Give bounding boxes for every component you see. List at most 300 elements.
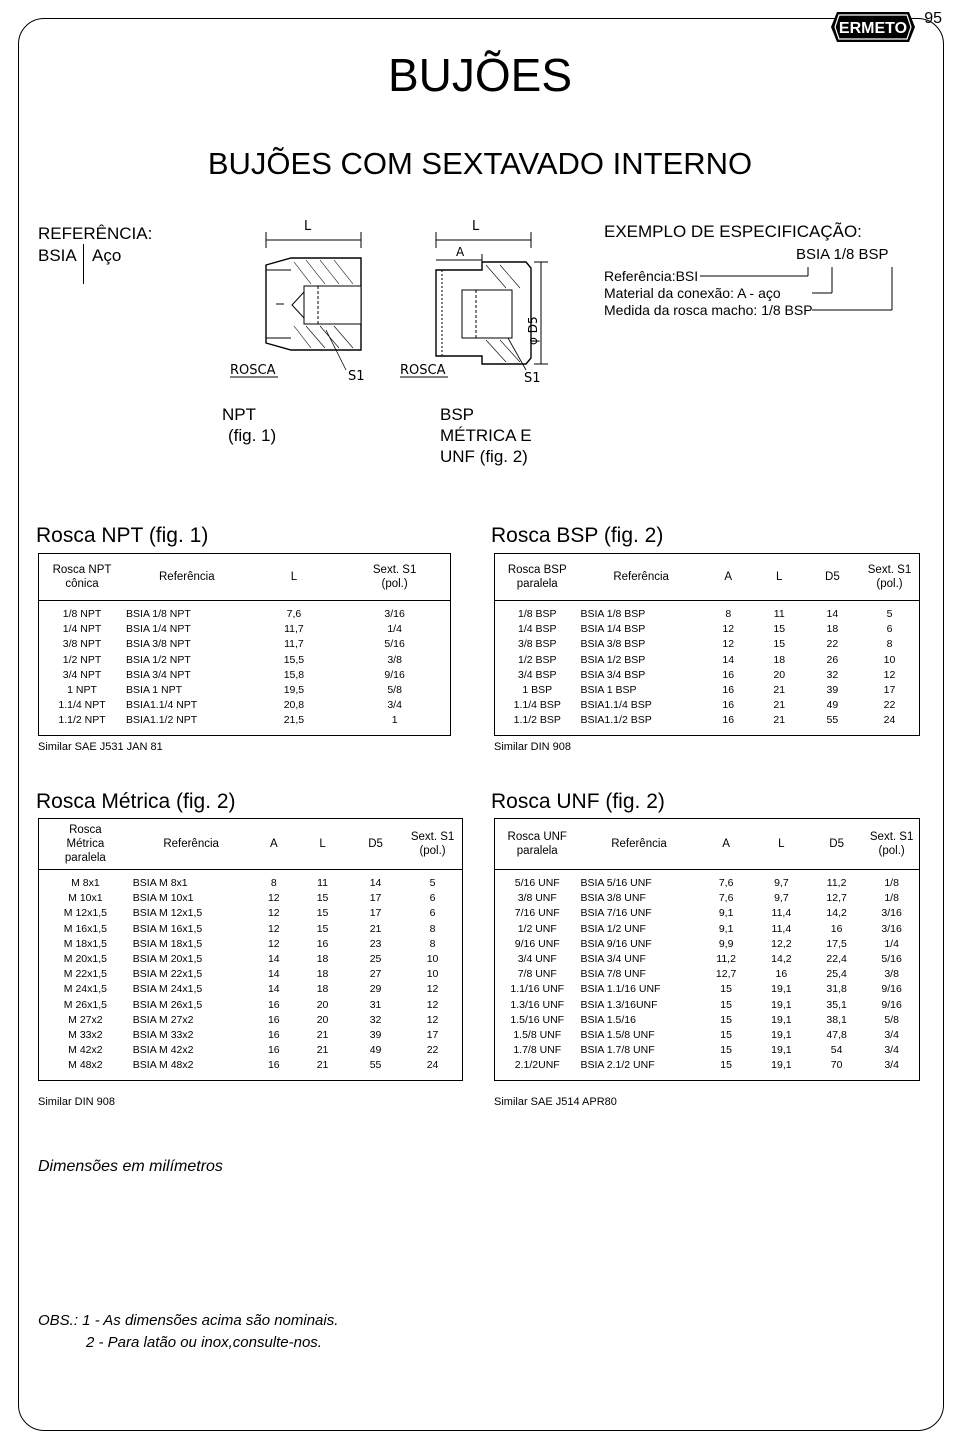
- fig2-diameter-label: φ D5: [526, 316, 540, 345]
- header-rosca: Rosca BSP paralela: [507, 564, 567, 590]
- table-cell: 20,8: [283, 699, 305, 712]
- table-cell: BSIA 3/4 BSP: [580, 668, 646, 681]
- table-row: [495, 998, 920, 1013]
- table-cell: 1/8: [884, 877, 899, 889]
- table-cell: 32: [826, 668, 839, 681]
- table-cell: BSIA M 33x2: [132, 1029, 194, 1042]
- table-cell: 14: [369, 877, 382, 889]
- table-cell: 14: [267, 953, 280, 966]
- fig2-dim-L: L: [472, 219, 480, 234]
- table-cell: 3/8 UNF: [517, 892, 557, 905]
- table-cell: BSIA M 10x1: [132, 892, 194, 905]
- table-cell: 1 NPT: [67, 684, 97, 697]
- table-cell: 15: [720, 998, 732, 1011]
- table-cell: 19,5: [283, 684, 305, 697]
- table-cell: 3/8: [387, 653, 402, 666]
- table-cell: 5/16: [881, 953, 902, 966]
- table-cell: 22,4: [826, 953, 847, 966]
- table-cell: 15: [773, 623, 786, 636]
- table-cell: BSIA M 18x1,5: [132, 937, 203, 950]
- table-row: [39, 952, 463, 967]
- table-cell: 17: [369, 907, 382, 920]
- bsp-table: [494, 553, 920, 736]
- table-cell: 15: [720, 1013, 732, 1026]
- table-row: [495, 982, 920, 997]
- table-cell: 21: [316, 1029, 329, 1042]
- table-cell: 18: [316, 953, 329, 966]
- table-row: [495, 1043, 920, 1058]
- table-cell: BSIA M 42x2: [132, 1044, 194, 1057]
- table-cell: 12: [267, 937, 280, 950]
- table-cell: BSIA 7/8 UNF: [580, 968, 646, 981]
- table-cell: 1: [391, 714, 398, 727]
- table-cell: 15: [720, 1029, 732, 1042]
- table-cell: 16: [830, 922, 843, 935]
- table-cell: 16: [722, 699, 735, 712]
- table-cell: 22: [426, 1044, 439, 1057]
- table-cell: 19,1: [771, 1059, 792, 1072]
- table-row: [495, 637, 920, 652]
- table-row: [495, 952, 920, 967]
- table-cell: M 42x2: [68, 1044, 103, 1057]
- table-cell: 9,1: [718, 922, 734, 935]
- table-cell: 39: [826, 684, 839, 697]
- table-row: [495, 698, 920, 713]
- table-cell: 12: [267, 922, 280, 935]
- table-cell: BSIA 1.5/8 UNF: [580, 1029, 655, 1042]
- table-cell: BSIA M 48x2: [132, 1059, 194, 1072]
- table-cell: M 33x2: [68, 1029, 103, 1042]
- table-cell: 14: [826, 608, 839, 620]
- table-cell: 12: [722, 623, 735, 636]
- table-cell: 10: [426, 953, 439, 966]
- table-row: [495, 622, 920, 637]
- table-cell: 32: [369, 1013, 382, 1026]
- table-cell: 1 BSP: [522, 684, 553, 697]
- table-cell: 21: [369, 922, 382, 935]
- table-cell: 49: [369, 1044, 382, 1057]
- table-cell: M 48x2: [68, 1059, 103, 1072]
- header-referencia: Referência: [125, 554, 249, 601]
- table-cell: 12: [883, 668, 896, 681]
- table-cell: 3/4: [884, 1029, 899, 1042]
- table-cell: 1/8 NPT: [62, 608, 102, 620]
- table-row: [495, 967, 920, 982]
- npt-table-title: Rosca NPT (fig. 1): [36, 524, 209, 547]
- header-a: A: [250, 819, 297, 870]
- reference-code: BSIA: [38, 246, 77, 265]
- table-cell: 15: [316, 922, 329, 935]
- table-cell: 55: [826, 714, 839, 727]
- table-cell: BSIA 1.5/16: [580, 1013, 636, 1026]
- header-l: L: [754, 554, 805, 601]
- table-cell: BSIA 1/8 BSP: [580, 608, 646, 620]
- table-cell: 1.7/8 UNF: [513, 1044, 562, 1057]
- table-cell: 18: [316, 968, 329, 981]
- table-cell: BSIA 7/16 UNF: [580, 907, 652, 920]
- table-row: [39, 668, 451, 683]
- table-cell: 12: [267, 892, 280, 905]
- table-cell: 3/8: [884, 968, 899, 981]
- table-cell: 19,1: [771, 1029, 792, 1042]
- table-cell: 6: [429, 907, 436, 920]
- table-cell: BSIA 9/16 UNF: [580, 937, 652, 950]
- fig1-rosca-label: ROSCA: [230, 363, 276, 378]
- table-cell: 1/8: [884, 892, 899, 905]
- table-cell: 5/16 UNF: [514, 877, 560, 889]
- table-row: [39, 637, 451, 652]
- header-d5: D5: [805, 554, 860, 601]
- table-cell: 11: [773, 608, 785, 620]
- example-line-3: Medida da rosca macho: 1/8 BSP: [604, 302, 813, 318]
- table-cell: 9/16: [881, 998, 902, 1011]
- header-referencia: Referência: [580, 554, 703, 601]
- table-row: [39, 998, 463, 1013]
- table-cell: 6: [886, 623, 893, 636]
- table-row: [495, 653, 920, 668]
- table-cell: 14: [267, 968, 280, 981]
- table-cell: 11,4: [771, 922, 792, 935]
- table-cell: 3/8 NPT: [62, 638, 102, 651]
- table-row: [495, 1013, 920, 1028]
- table-cell: 9,1: [718, 907, 734, 920]
- table-cell: 3/4 BSP: [517, 668, 557, 681]
- table-cell: BSIA 3/8 UNF: [580, 892, 646, 905]
- table-cell: 1/4 BSP: [517, 623, 557, 636]
- table-cell: BSIA 1.7/8 UNF: [580, 1044, 655, 1057]
- table-cell: M 26x1,5: [63, 998, 107, 1011]
- table-cell: 9/16 UNF: [514, 937, 560, 950]
- table-cell: 7,6: [286, 608, 302, 620]
- table-cell: 11: [317, 877, 328, 889]
- table-cell: 21: [316, 1044, 329, 1057]
- table-cell: M 8x1: [71, 877, 100, 889]
- fig2-caption-line: MÉTRICA E: [440, 426, 532, 445]
- table-cell: BSIA 1/2 UNF: [580, 922, 646, 935]
- table-cell: BSIA M 27x2: [132, 1013, 194, 1026]
- table-cell: 25,4: [826, 968, 847, 981]
- table-cell: 3/4: [884, 1044, 899, 1057]
- table-row: [39, 967, 463, 982]
- table-cell: M 22x1,5: [63, 968, 107, 981]
- table-cell: 11,7: [284, 623, 304, 636]
- table-row: [39, 1043, 463, 1058]
- table-cell: 1.1/4 BSP: [513, 699, 561, 712]
- observation-1: OBS.: 1 - As dimensões acima são nominais.: [38, 1312, 339, 1329]
- table-cell: 39: [369, 1029, 382, 1042]
- table-cell: 7,6: [718, 877, 734, 889]
- table-cell: 3/4 UNF: [517, 953, 557, 966]
- table-cell: 3/4: [884, 1059, 899, 1072]
- table-row: [39, 713, 451, 735]
- fig2-rosca-label: ROSCA: [400, 363, 446, 378]
- table-cell: 1/4: [387, 623, 402, 636]
- table-cell: 9,7: [774, 892, 789, 905]
- observation-2: 2 - Para latão ou inox,consulte-nos.: [86, 1334, 322, 1351]
- table-cell: 9/16: [384, 668, 405, 681]
- table-cell: M 16x1,5: [63, 922, 107, 935]
- table-cell: 21: [773, 699, 786, 712]
- table-cell: 17: [426, 1029, 439, 1042]
- bsp-table-title: Rosca BSP (fig. 2): [491, 524, 664, 547]
- example-connector-lines: [700, 262, 900, 322]
- table-cell: 16: [267, 1013, 280, 1026]
- table-row: [495, 922, 920, 937]
- page-title: BUJÕES: [387, 49, 573, 101]
- table-cell: 16: [267, 1059, 280, 1072]
- table-cell: 2.1/2UNF: [514, 1059, 560, 1072]
- table-cell: 15: [316, 892, 329, 905]
- table-cell: 21: [773, 684, 786, 697]
- metric-table-note: Similar DIN 908: [38, 1096, 116, 1108]
- page-subtitle: BUJÕES COM SEXTAVADO INTERNO: [207, 146, 753, 181]
- table-cell: 11,7: [284, 638, 304, 651]
- table-cell: 3/16: [384, 608, 405, 620]
- table-cell: 47,8: [826, 1029, 847, 1042]
- table-cell: 10: [883, 653, 896, 666]
- table-cell: 21,5: [283, 714, 305, 727]
- table-cell: 20: [316, 1013, 329, 1026]
- table-cell: 21: [773, 714, 786, 727]
- header-l: L: [754, 819, 809, 870]
- table-header-row: [39, 819, 463, 870]
- table-cell: 9,7: [774, 877, 789, 889]
- table-cell: 55: [369, 1059, 382, 1072]
- reference-material: Aço: [92, 246, 122, 265]
- table-cell: 15: [720, 983, 732, 996]
- metric-table-title: Rosca Métrica (fig. 2): [36, 790, 236, 813]
- table-cell: M 20x1,5: [63, 953, 107, 966]
- table-row: [495, 668, 920, 683]
- unf-table-title: Rosca UNF (fig. 2): [491, 790, 665, 813]
- fig1-caption-line: (fig. 1): [228, 426, 277, 445]
- header-rosca: Rosca UNF paralela: [507, 831, 567, 857]
- table-cell: 7/8 UNF: [517, 968, 557, 981]
- table-cell: BSIA M 20x1,5: [132, 953, 203, 966]
- table-cell: 1.1/16 UNF: [510, 983, 565, 996]
- table-row: [39, 870, 463, 892]
- table-cell: 24: [883, 714, 896, 727]
- table-row: [39, 698, 451, 713]
- header-rosca: Rosca Métrica paralela: [64, 824, 106, 864]
- example-code: BSIA 1/8 BSP: [796, 246, 889, 263]
- table-cell: BSIA 3/4 UNF: [580, 953, 646, 966]
- fig2-caption-line: BSP: [440, 405, 475, 424]
- fig2-caption: [440, 404, 532, 467]
- table-row: [39, 1028, 463, 1043]
- table-cell: BSIA M 16x1,5: [132, 922, 203, 935]
- table-cell: 8: [270, 877, 277, 889]
- header-l: L: [249, 554, 340, 601]
- table-cell: 15: [773, 638, 786, 651]
- table-cell: 29: [369, 983, 382, 996]
- table-cell: M 18x1,5: [63, 937, 107, 950]
- table-cell: 8: [886, 638, 893, 651]
- table-cell: BSIA 2.1/2 UNF: [580, 1059, 655, 1072]
- header-sext: Sext. S1 (pol.): [410, 831, 455, 857]
- table-cell: BSIA 1 BSP: [580, 684, 637, 697]
- table-row: [495, 1058, 920, 1080]
- table-cell: 8: [429, 937, 436, 950]
- example-title: EXEMPLO DE ESPECIFICAÇÃO:: [604, 222, 862, 241]
- table-cell: 1/4 NPT: [62, 623, 102, 636]
- table-cell: BSIA 1/4 NPT: [126, 623, 191, 636]
- table-row: [39, 1058, 463, 1080]
- table-row: [495, 891, 920, 906]
- table-cell: 19,1: [771, 1013, 792, 1026]
- table-cell: 19,1: [771, 1044, 792, 1057]
- table-cell: BSIA 5/16 UNF: [580, 877, 652, 889]
- table-cell: 1.5/8 UNF: [513, 1029, 562, 1042]
- table-cell: 17,5: [826, 937, 847, 950]
- table-cell: 15,5: [283, 653, 305, 666]
- table-cell: BSIA 1/8 NPT: [126, 608, 191, 620]
- table-cell: 15: [720, 1059, 732, 1072]
- table-cell: BSIA1.1/2 BSP: [580, 714, 652, 727]
- header-referencia: Referência: [132, 819, 251, 870]
- table-row: [39, 906, 463, 921]
- table-cell: 26: [826, 653, 839, 666]
- header-d5: D5: [348, 819, 403, 870]
- reference-divider: [83, 244, 84, 284]
- table-cell: 15: [720, 1044, 732, 1057]
- table-cell: BSIA 3/4 NPT: [126, 668, 191, 681]
- table-cell: M 24x1,5: [63, 983, 107, 996]
- table-cell: 9,9: [718, 937, 734, 950]
- table-header-row: [39, 554, 451, 601]
- table-row: [495, 906, 920, 921]
- table-cell: 14,2: [826, 907, 847, 920]
- table-cell: 16: [267, 998, 280, 1011]
- fig2-dim-A: A: [456, 245, 465, 259]
- table-cell: 12: [722, 638, 735, 651]
- table-cell: 16: [722, 668, 735, 681]
- table-cell: 6: [429, 892, 436, 905]
- table-cell: 18: [316, 983, 329, 996]
- dimensions-note: Dimensões em milímetros: [38, 1158, 223, 1175]
- metric-table: [38, 818, 463, 1081]
- table-row: [495, 1028, 920, 1043]
- table-cell: BSIA M 8x1: [132, 877, 188, 889]
- table-cell: 3/8 BSP: [517, 638, 557, 651]
- table-cell: BSIA1.1/2 NPT: [126, 714, 198, 727]
- table-row: [39, 683, 451, 698]
- table-cell: 1/2 UNF: [517, 922, 557, 935]
- table-cell: 31: [369, 998, 382, 1011]
- table-row: [495, 937, 920, 952]
- table-cell: 1/2 BSP: [517, 653, 557, 666]
- header-referencia: Referência: [580, 819, 699, 870]
- table-row: [39, 1013, 463, 1028]
- table-cell: 14: [267, 983, 280, 996]
- fig1-dim-L: L: [304, 219, 312, 234]
- example-line-1: Referência:BSI: [604, 268, 699, 284]
- table-cell: 54: [830, 1044, 843, 1057]
- table-cell: 20: [773, 668, 786, 681]
- table-cell: 35,1: [826, 998, 847, 1011]
- fig1-caption-line: NPT: [222, 405, 256, 424]
- example-line-2: Material da conexão: A - aço: [604, 285, 781, 301]
- table-cell: 1.5/16 UNF: [510, 1013, 565, 1026]
- table-cell: 5/16: [384, 638, 405, 651]
- table-row: [39, 622, 451, 637]
- table-cell: 16: [267, 1029, 280, 1042]
- table-cell: 3/16: [881, 907, 902, 920]
- table-row: [39, 601, 451, 623]
- table-cell: 27: [369, 968, 382, 981]
- table-row: [495, 870, 920, 892]
- table-cell: M 10x1: [68, 892, 103, 905]
- table-cell: 22: [883, 699, 896, 712]
- header-l: L: [297, 819, 348, 870]
- table-cell: 8: [725, 608, 732, 620]
- fig1-drawing: [226, 210, 386, 385]
- reference-heading: REFERÊNCIA:: [38, 224, 153, 243]
- table-cell: 3/4: [387, 699, 402, 712]
- table-cell: 15: [316, 907, 329, 920]
- fig2-caption-line: UNF (fig. 2): [440, 447, 528, 466]
- header-a: A: [703, 554, 754, 601]
- table-cell: BSIA M 24x1,5: [132, 983, 203, 996]
- table-cell: BSIA 1/2 BSP: [580, 653, 646, 666]
- table-cell: 17: [883, 684, 896, 697]
- table-cell: 5/8: [884, 1013, 899, 1026]
- table-cell: BSIA 1 NPT: [126, 684, 183, 697]
- fig2-s1-label: S1: [524, 371, 541, 385]
- table-cell: M 27x2: [68, 1013, 103, 1026]
- table-cell: 16: [267, 1044, 280, 1057]
- table-cell: 24: [426, 1059, 439, 1072]
- table-cell: 21: [316, 1059, 329, 1072]
- table-cell: BSIA M 22x1,5: [132, 968, 203, 981]
- table-row: [495, 713, 920, 735]
- table-cell: 8: [429, 922, 436, 935]
- table-cell: BSIA 1/4 BSP: [580, 623, 646, 636]
- table-row: [495, 683, 920, 698]
- table-cell: BSIA 1/2 NPT: [126, 653, 191, 666]
- bsp-table-note: Similar DIN 908: [494, 741, 572, 753]
- table-cell: 17: [369, 892, 382, 905]
- table-cell: 20: [316, 998, 329, 1011]
- table-cell: 18: [826, 623, 839, 636]
- table-cell: BSIA 3/8 NPT: [126, 638, 191, 651]
- table-cell: 49: [826, 699, 839, 712]
- table-cell: 12: [267, 907, 280, 920]
- table-cell: 1.1/2 BSP: [513, 714, 561, 727]
- table-cell: 12: [426, 983, 439, 996]
- table-header-row: [495, 554, 920, 601]
- table-cell: 1/4: [884, 937, 899, 950]
- npt-table: [38, 553, 451, 736]
- table-cell: 11,2: [716, 953, 736, 966]
- unf-table: [494, 818, 920, 1081]
- table-cell: 22: [826, 638, 839, 651]
- table-cell: 15,8: [283, 668, 305, 681]
- table-cell: BSIA1.1/4 BSP: [580, 699, 652, 712]
- table-cell: 19,1: [771, 998, 792, 1011]
- table-cell: 3/16: [881, 922, 902, 935]
- table-row: [39, 982, 463, 997]
- table-cell: 18: [773, 653, 786, 666]
- table-cell: BSIA 1.3/16UNF: [580, 998, 658, 1011]
- table-row: [39, 937, 463, 952]
- table-cell: 12,7: [826, 892, 847, 905]
- table-cell: BSIA 3/8 BSP: [580, 638, 646, 651]
- table-cell: 3/4 NPT: [62, 668, 102, 681]
- table-header-row: [495, 819, 920, 870]
- table-cell: 14,2: [771, 953, 792, 966]
- table-row: [39, 891, 463, 906]
